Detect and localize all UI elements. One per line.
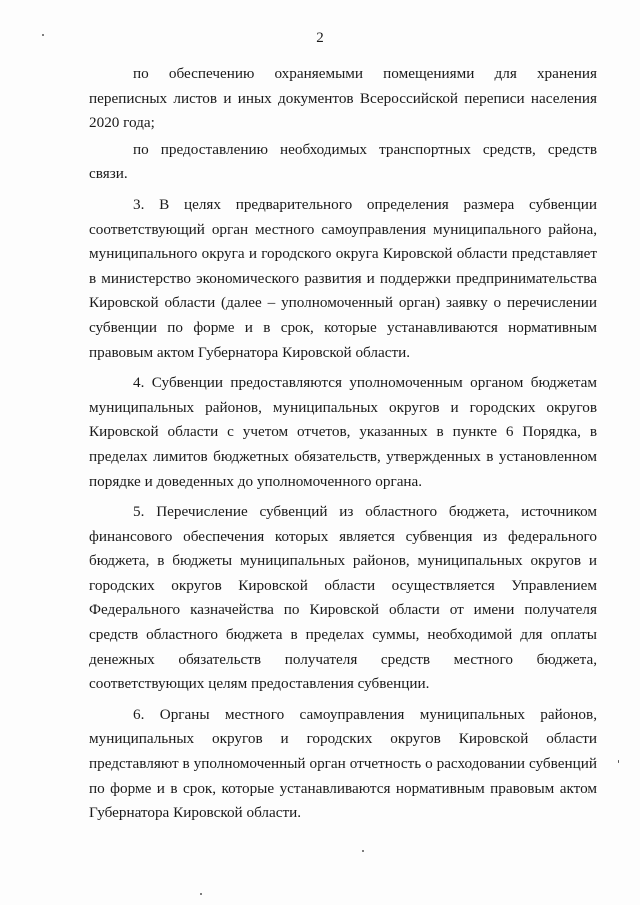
scan-speck [618, 760, 619, 763]
paragraph-item-4: 4. Субвенции предоставляются уполномоченным органом бюджетам муниципальных районов, муниципальных округов и городских округов Кировской области с учетом отчетов, указанных в пункте 6 Порядка, в пределах лимитов бюджетных обязательств, утвержденных в установленном порядке и доведенных до уполномоченного органа. [89, 374, 597, 490]
page-number: 2 [316, 30, 324, 46]
scan-speck [362, 850, 364, 852]
paragraph-premises: по обеспечению охраняемыми помещениями для хранения переписных листов и иных документов Всероссийской переписи населения 2020 года; [89, 65, 597, 132]
paragraph-item-5: 5. Перечисление субвенций из областного бюджета, источником финансового обеспечения которых является субвенция из федерального бюджета, в бюджеты муниципальных районов, муниципальных округов и городских округов Кировской области осуществляется Управлением Федерального казначейства по Кировской области от имени получателя средств областного бюджета в пределах суммы, необходимой для оплаты денежных обязательств получателя средств местного бюджета, соответствующих целям предоставления субвенции. [89, 503, 597, 693]
paragraph-transport: по предоставлению необходимых транспортных средств, средств связи. [89, 140, 597, 183]
paragraph-item-6: 6. Органы местного самоуправления муниципальных районов, муниципальных округов и городских округов Кировской области представляют в уполномоченный орган отчетность о расходовании субвенций по форме и в срок, которые устанавливаются нормативным правовым актом Губернатора Кировской области. [89, 705, 597, 822]
document-body [89, 62, 597, 832]
paragraph-item-3: 3. В целях предварительного определения размера субвенции соответствующий орган местного самоуправления муниципального района, муниципального округа и городского округа Кировской области представляет в министерство экономического развития и поддержки предпринимательства Кировской области (далее – уполномоченный орган) заявку о перечислении субвенции по форме и в срок, которые устанавливаются нормативным правовым актом Губернатора Кировской области. [89, 195, 597, 361]
scan-speck [42, 34, 44, 36]
scan-speck [200, 893, 202, 895]
